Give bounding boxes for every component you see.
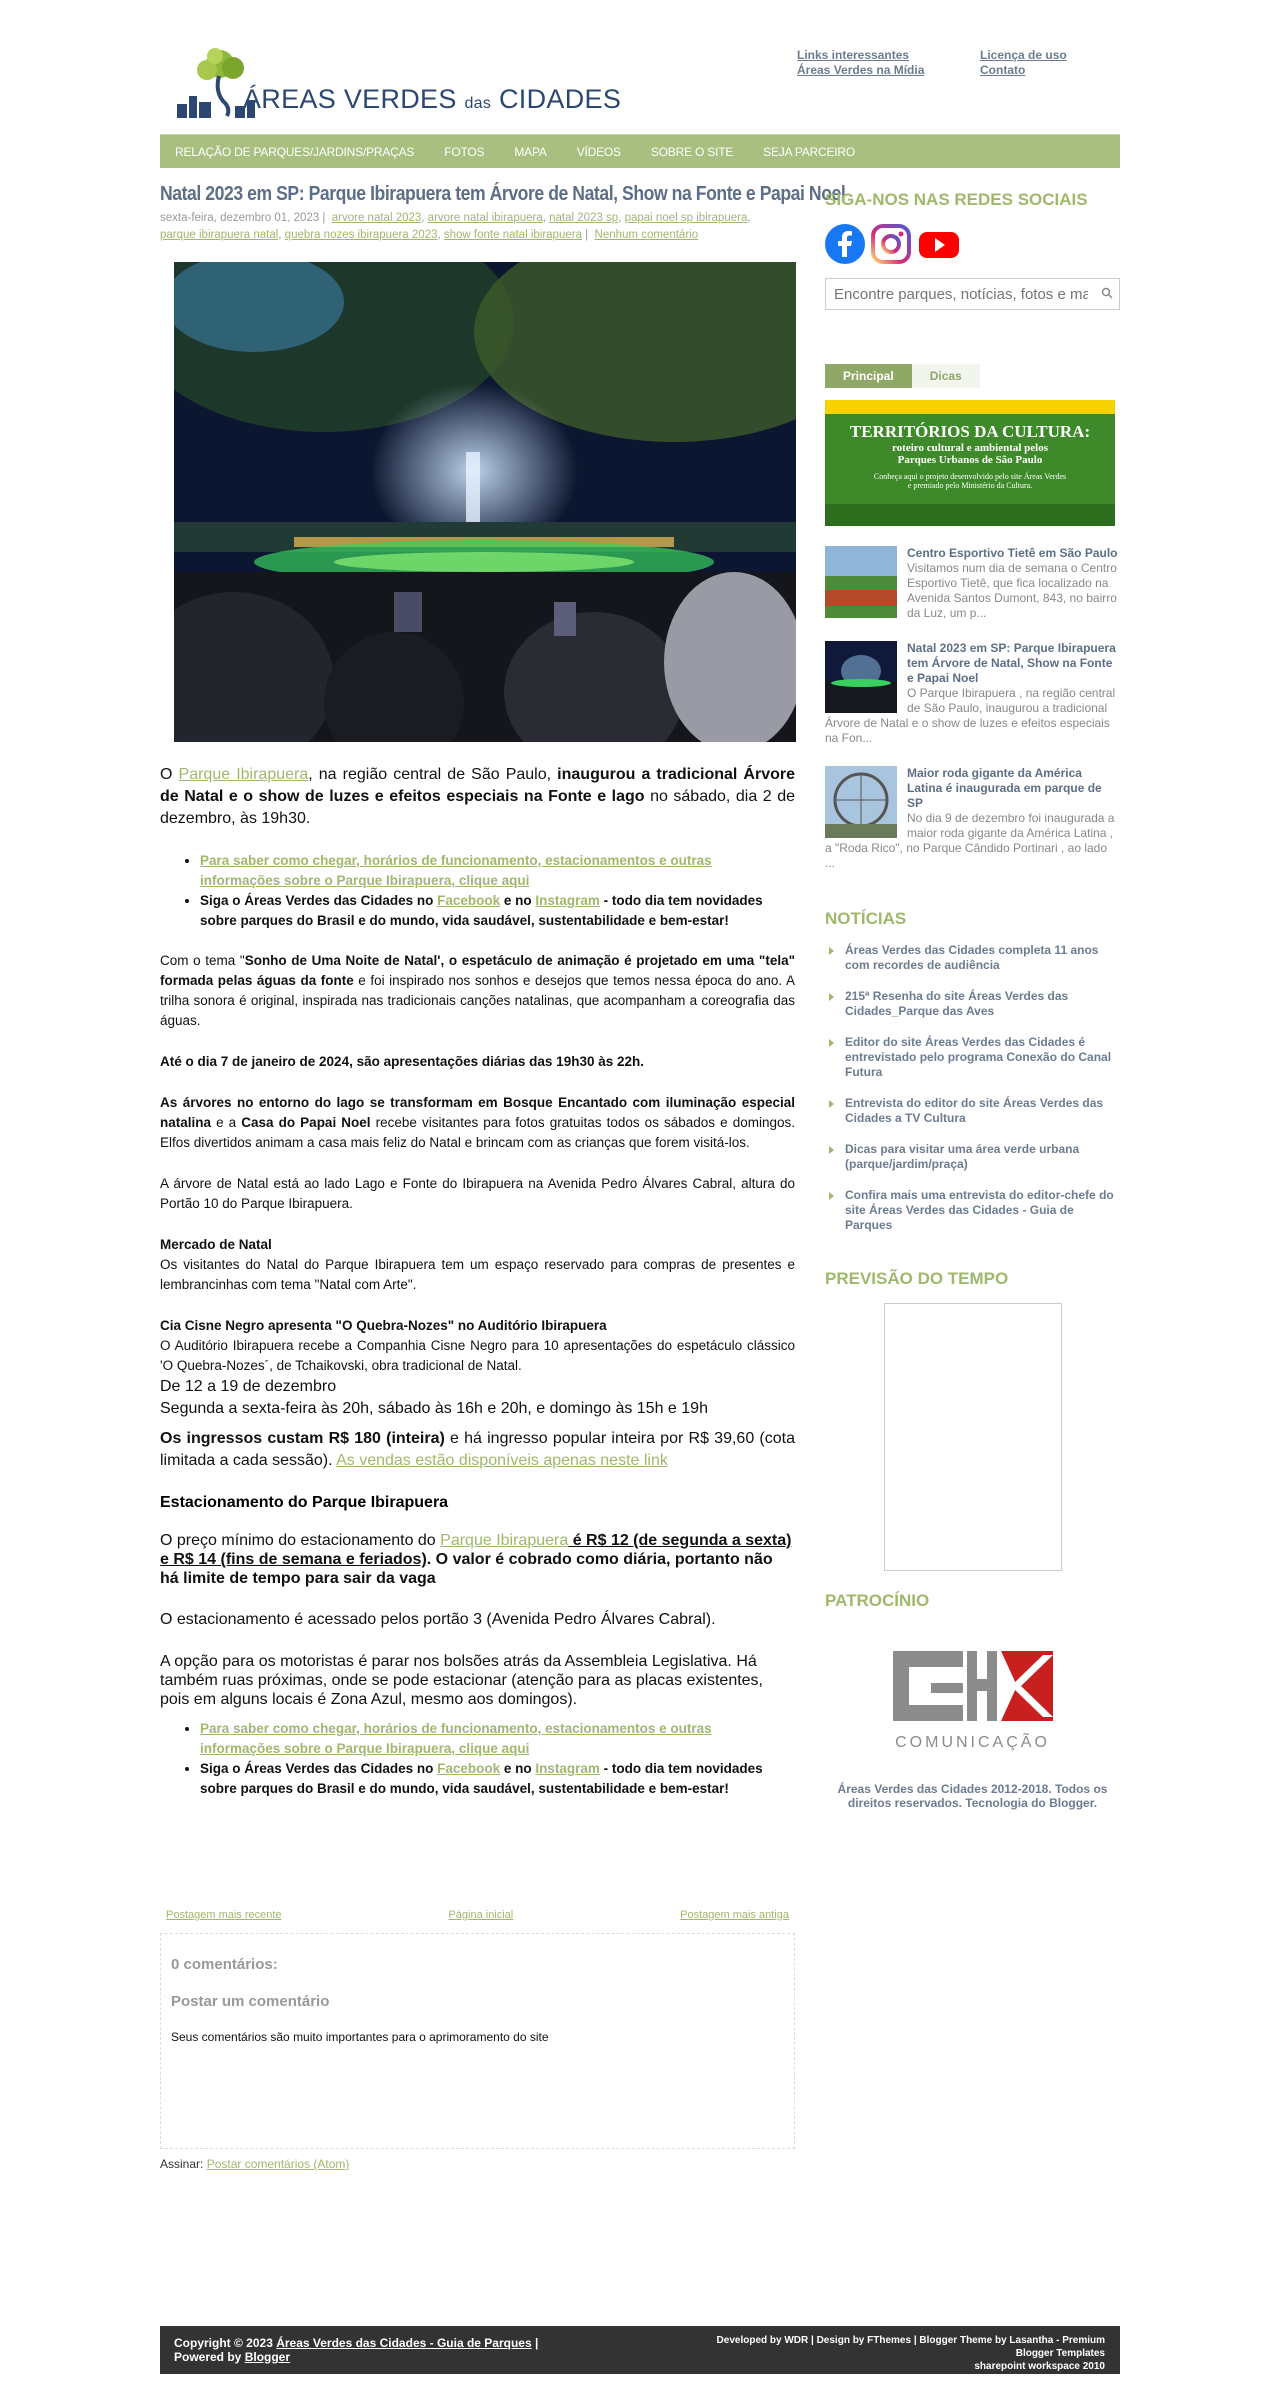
link-facebook[interactable]: Facebook <box>437 1761 501 1776</box>
paragraph-bosque <box>160 1093 795 1153</box>
atom-feed-link[interactable]: Postar comentários (Atom) <box>206 2157 350 2171</box>
popular-post[interactable] <box>825 766 1120 871</box>
info-list <box>160 851 795 931</box>
text: e no <box>500 893 536 908</box>
news-item[interactable]: 215ª Resenha do site Áreas Verdes das Cidades_Parque das Aves <box>825 989 1120 1019</box>
text-bold: Sonho de Uma Noite de Natal', o espetáculo de animação é projetado em uma "tela" formada pelas águas da fonte <box>160 953 795 988</box>
paragraph-mercado <box>160 1235 795 1295</box>
tag-link[interactable]: show fonte natal ibirapuera <box>443 229 582 241</box>
post-date: sexta-feira, dezembro 01, 2023 <box>160 212 320 224</box>
post-meta: sexta-feira, dezembro 01, 2023 | arvore natal 2023, arvore natal ibirapuera, natal 2023 sp, papai noel sp ibirapuera, parque ibirapuera natal, quebra nozes ibirapuera 2023, show fonte natal ibirapuera | Nenhum comentário <box>160 212 751 241</box>
text-bold: Casa do Papai Noel <box>241 1115 371 1130</box>
link-instagram[interactable]: Instagram <box>535 1761 600 1776</box>
link-licenca-uso[interactable]: Licença de uso <box>980 48 1067 62</box>
link-links-interessantes[interactable]: Links interessantes <box>797 48 910 62</box>
text: Powered by <box>174 2350 245 2364</box>
paragraph-intro <box>160 764 795 830</box>
home-link[interactable]: Página inicial <box>448 1909 514 1921</box>
post-pager <box>160 1909 795 1921</box>
text: Os visitantes do Natal do Parque Ibirapuera tem um espaço reservado para compras de presentes e lembrancinhas com tema "Natal com Arte". <box>160 1257 795 1292</box>
paragraph-bolsoes: A opção para os motoristas é parar nos bolsões atrás da Assembleia Legislativa. Há também ruas próximas, onde se pode estacionar (atenção para as placas existentes, pois em alguns locais é Zona Azul, mesmo aos domingos). <box>160 1653 763 1708</box>
weather-widget <box>884 1303 1062 1571</box>
christmas-fountain-photo <box>174 262 796 742</box>
logo-cidades: CIDADES <box>499 84 622 114</box>
popular-post[interactable] <box>825 546 1120 621</box>
link-como-chegar[interactable]: Para saber como chegar, horários de funcionamento, estacionamentos e outras informações sobre o Parque Ibirapuera, clique aqui <box>200 853 712 888</box>
text-bold: inaugurou a tradicional Árvore de Natal e o show de luzes e efeitos especiais na Fonte e lago <box>160 766 795 805</box>
banner-subtitle: roteiro cultural e ambiental pelos <box>891 442 1049 454</box>
search-box <box>825 278 1120 310</box>
text-bold: . O valor é cobrado como diária, portanto não há limite de tempo para sair da vaga <box>160 1551 773 1587</box>
tag-link[interactable]: quebra nozes ibirapuera 2023 <box>284 229 438 241</box>
credit-line[interactable]: Developed by WDR | Design by FThemes | Blogger Theme by Lasantha - Premium <box>716 2335 1105 2346</box>
sponsor-logo[interactable] <box>825 1651 1120 1752</box>
text: , na região central de São Paulo, <box>308 766 558 783</box>
tag-link[interactable]: parque ibirapuera natal <box>160 229 279 241</box>
tag-link[interactable]: arvore natal ibirapuera <box>427 212 543 224</box>
info-list-2 <box>160 1719 795 1799</box>
nav-fotos[interactable]: FOTOS <box>444 145 485 159</box>
text-bold: As árvores no entorno do lago se transformam em Bosque Encantado com iluminação especial natalina <box>160 1095 795 1130</box>
link-areas-verdes-midia[interactable]: Áreas Verdes na Mídia <box>797 63 925 77</box>
logo-main: ÁREAS VERDES <box>243 84 457 114</box>
post-body <box>160 764 795 1799</box>
footer-credits <box>645 2334 1105 2373</box>
news-item[interactable]: Dicas para visitar uma área verde urbana (parque/jardim/praça) <box>825 1142 1120 1172</box>
text: | <box>531 2336 539 2350</box>
news-item[interactable]: Áreas Verdes das Cidades completa 11 anos com recordes de audiência <box>825 943 1120 973</box>
link-vendas[interactable]: As vendas estão disponíveis apenas neste link <box>336 1452 668 1469</box>
banner-title: TERRITÓRIOS DA CULTURA: <box>849 422 1091 441</box>
youtube-icon[interactable] <box>917 224 961 264</box>
comments-section <box>160 1933 795 2149</box>
social-icons <box>825 224 1120 264</box>
tab-principal[interactable]: Principal <box>825 364 912 388</box>
paragraph-quebra-nozes <box>160 1316 795 1420</box>
instagram-icon[interactable] <box>871 224 911 264</box>
list-item <box>200 851 795 891</box>
banner-territorios-cultura[interactable] <box>825 400 1115 526</box>
list-item <box>200 1759 795 1799</box>
top-links-col-1 <box>797 48 977 78</box>
site-logo[interactable] <box>175 46 622 118</box>
nav-relacao-parques[interactable]: RELAÇÃO DE PARQUES/JARDINS/PRAÇAS <box>175 145 415 159</box>
sponsor-name: COMUNICAÇÃO <box>895 1734 1050 1751</box>
text: O <box>160 766 179 783</box>
paragraph-ingressos <box>160 1428 795 1472</box>
popular-post-title[interactable]: Natal 2023 em SP: Parque Ibirapuera tem Árvore de Natal, Show na Fonte e Papai Noel <box>907 641 1116 685</box>
thumb-roda-gigante <box>825 766 897 838</box>
nav-seja-parceiro[interactable]: SEJA PARCEIRO <box>763 145 856 159</box>
search-input[interactable] <box>826 279 1096 309</box>
comments-count: 0 comentários: <box>171 1956 278 1973</box>
subheading: Mercado de Natal <box>160 1237 272 1252</box>
news-item[interactable]: Confira mais uma entrevista do editor-chefe do site Áreas Verdes das Cidades - Guia de Parques <box>825 1188 1120 1233</box>
popular-post[interactable] <box>825 641 1120 746</box>
popular-post-snippet: No dia 9 de dezembro foi inaugurada a maior roda gigante da América Latina , a "Roda Rico", no Parque Cândido Portinari , ao lado ... <box>825 811 1115 870</box>
banner-text <box>825 422 1115 490</box>
tag-link[interactable]: arvore natal 2023 <box>331 212 422 224</box>
top-links-col-2 <box>980 48 1160 78</box>
credit-line[interactable]: Blogger Templates <box>1015 2348 1105 2359</box>
popular-post-snippet: Visitamos num dia de semana o Centro Esportivo Tietê, que fica localizado na Avenida Santos Dumont, 843, no bairro da Luz, um p... <box>907 561 1117 620</box>
banner-note: e premiado pelo Ministério da Cultura. <box>907 481 1033 490</box>
link-facebook[interactable]: Facebook <box>437 893 501 908</box>
nav-sobre-site[interactable]: SOBRE O SITE <box>650 145 734 159</box>
list-item <box>200 891 795 931</box>
text: O Auditório Ibirapuera recebe a Companhia Cisne Negro para 10 apresentações do espetáculo clássico 'O Quebra-Nozes´, de Tchaikovski, obra tradicional de Natal. <box>160 1338 795 1373</box>
paragraph-preco-estacionamento <box>160 1531 795 1588</box>
tag-link[interactable]: natal 2023 sp <box>549 212 619 224</box>
blogger-link[interactable]: Blogger <box>244 2350 291 2364</box>
paragraph-datas <box>160 1052 795 1072</box>
text: Com o tema " <box>160 953 245 968</box>
social-heading: SIGA-NOS NAS REDES SOCIAIS <box>825 190 1088 209</box>
popular-post-snippet: O Parque Ibirapuera , na região central de São Paulo, inaugurou a tradicional Árvore de Natal e o show de luzes e efeitos especiais na Fon... <box>825 686 1116 745</box>
link-parque-ibirapuera[interactable]: Parque Ibirapuera <box>178 766 309 783</box>
paragraph-tema <box>160 951 795 1031</box>
popular-post-title[interactable]: Maior roda gigante da América Latina é inaugurada em parque de SP <box>907 766 1102 810</box>
search-icon[interactable] <box>1101 287 1113 299</box>
sidebar <box>825 168 1120 1810</box>
main-content <box>160 168 846 2171</box>
link-parque-ibirapuera[interactable]: Parque Ibirapuera <box>440 1532 569 1549</box>
nav-mapa[interactable]: MAPA <box>514 145 547 159</box>
news-heading: NOTÍCIAS <box>825 909 907 928</box>
subscribe-label: Assinar: <box>160 2157 207 2171</box>
sponsor-heading: PATROCÍNIO <box>825 1591 930 1610</box>
site-logo-text <box>243 84 621 115</box>
text-bold: Até o dia 7 de janeiro de 2024, são apresentações diárias das 19h30 às 22h. <box>160 1054 644 1069</box>
text: - todo dia tem novidades sobre parques do Brasil e do mundo, vida saudável, sustentabilidade e bem-estar! <box>200 1761 763 1796</box>
popular-post-title[interactable]: Centro Esportivo Tietê em São Paulo <box>907 546 1118 560</box>
news-list <box>825 943 1120 1233</box>
text: Siga o Áreas Verdes das Cidades no <box>200 1761 438 1776</box>
text: recebe visitantes para fotos gratuitas todos os sábados e domingos. Elfos divertidos animam a casa mais feliz do Natal e brincam com as crianças que forem visitá-los. <box>160 1115 795 1150</box>
comments-description: Seus comentários são muito importantes para o aprimoramento do site <box>171 2030 549 2044</box>
logo-das: das <box>464 95 492 112</box>
text-dates: De 12 a 19 de dezembro <box>160 1378 337 1395</box>
paragraph-portao: O estacionamento é acessado pelos portão 3 (Avenida Pedro Álvares Cabral). <box>160 1611 716 1628</box>
text: e foi inspirado nos sonhos e desejos que temos nessa época do ano. A trilha sonora é original, inspirada nas tradicionais canções natalinas, que acompanham a coreografia das águas. <box>160 973 795 1028</box>
link-instagram[interactable]: Instagram <box>535 893 600 908</box>
subheading: Cia Cisne Negro apresenta "O Quebra-Nozes" no Auditório Ibirapuera <box>160 1318 607 1333</box>
text: Copyright © 2023 <box>174 2336 277 2350</box>
tab-dicas[interactable]: Dicas <box>912 364 980 388</box>
page <box>160 0 1120 2384</box>
text: e há ingresso popular inteira por R$ 39,60 (cota limitada a cada sessão). <box>160 1430 795 1469</box>
text: - todo dia tem novidades sobre parques do Brasil e do mundo, vida saudável, sustentabilidade e bem-estar! <box>200 893 763 928</box>
text: no sábado, dia 2 de dezembro, às 19h30. <box>160 788 795 827</box>
text-bold-underline: é R$ 12 (de segunda a sexta) e R$ 14 (fins de semana e feriados) <box>160 1532 792 1568</box>
sidebar-tabs <box>825 364 1120 388</box>
heading-estacionamento: Estacionamento do Parque Ibirapuera <box>160 1494 449 1511</box>
weather-heading: PREVISÃO DO TEMPO <box>825 1269 1009 1288</box>
sidebar-copyright: Áreas Verdes das Cidades 2012-2018. Todos os direitos reservados. Tecnologia do Blogger. <box>837 1782 1108 1810</box>
credit-line[interactable]: sharepoint workspace 2010 <box>974 2361 1105 2372</box>
news-item[interactable]: Entrevista do editor do site Áreas Verdes das Cidades a TV Cultura <box>825 1096 1120 1126</box>
subscribe <box>160 2157 795 2171</box>
text-times: Segunda a sexta-feira às 20h, sábado às 16h e 20h, e domingo às 15h e 19h <box>160 1400 708 1417</box>
footer <box>160 2326 1120 2374</box>
header <box>160 0 1120 134</box>
text: O preço mínimo do estacionamento do <box>160 1532 441 1549</box>
newer-post-link[interactable]: Postagem mais recente <box>166 1909 282 1921</box>
footer-site-link[interactable]: Áreas Verdes das Cidades - Guia de Parques <box>276 2336 532 2350</box>
facebook-icon[interactable] <box>825 224 865 264</box>
main-nav <box>160 134 1120 168</box>
text-bold: Os ingressos custam R$ 180 (inteira) <box>160 1430 445 1447</box>
banner-subtitle: Parques Urbanos de São Paulo <box>897 454 1043 466</box>
link-contato[interactable]: Contato <box>980 63 1026 77</box>
text: e a <box>211 1115 242 1130</box>
thumb-centro-esportivo <box>825 546 897 618</box>
news-item[interactable]: Editor do site Áreas Verdes das Cidades é entrevistado pelo programa Conexão do Canal Futura <box>825 1035 1120 1080</box>
paragraph-arvore-local: A árvore de Natal está ao lado Lago e Fonte do Ibirapuera na Avenida Pedro Álvares Cabral, altura do Portão 10 do Parque Ibirapuera. <box>160 1176 795 1211</box>
thumb-natal-ibirapuera <box>825 641 897 713</box>
nav-videos[interactable]: VÍDEOS <box>576 145 621 159</box>
post-comment-heading: Postar um comentário <box>171 1993 330 2010</box>
post-photo-ibirapuera <box>174 262 796 742</box>
tag-link[interactable]: papai noel sp ibirapuera <box>624 212 748 224</box>
comments-count-link[interactable]: Nenhum comentário <box>594 229 699 241</box>
list-item <box>200 1719 795 1759</box>
text: Siga o Áreas Verdes das Cidades no <box>200 893 438 908</box>
post-title[interactable]: Natal 2023 em SP: Parque Ibirapuera tem Árvore de Natal, Show na Fonte e Papai Noel <box>160 183 846 205</box>
banner-note: Conheça aqui o projeto desenvolvido pelo site Áreas Verdes <box>873 472 1067 481</box>
link-como-chegar[interactable]: Para saber como chegar, horários de funcionamento, estacionamentos e outras informações sobre o Parque Ibirapuera, clique aqui <box>200 1721 712 1756</box>
text: e no <box>500 1761 536 1776</box>
older-post-link[interactable]: Postagem mais antiga <box>680 1909 789 1921</box>
